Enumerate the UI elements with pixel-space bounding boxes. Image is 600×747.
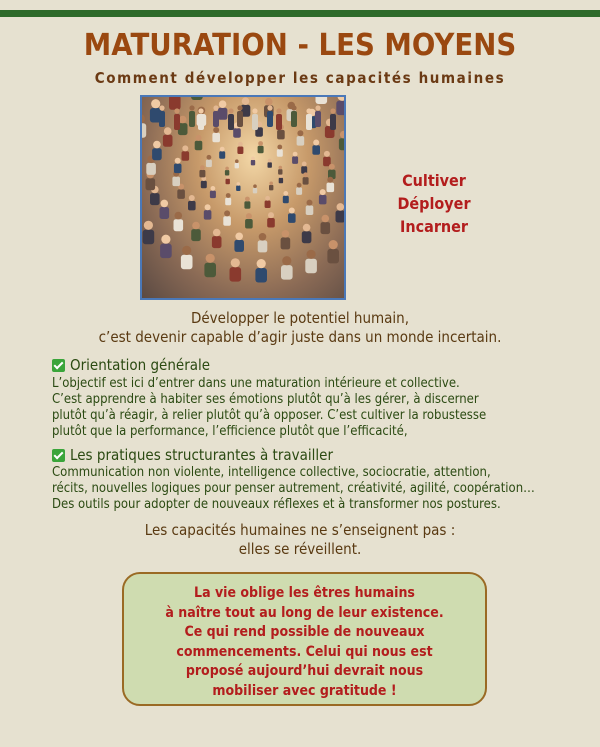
- seated-person: [204, 204, 212, 219]
- section-heading-label: Orientation générale: [70, 356, 211, 374]
- seated-person: [218, 100, 228, 119]
- seated-person: [327, 177, 335, 192]
- seated-person: [206, 155, 212, 167]
- seated-person: [339, 131, 344, 150]
- standing-person: [198, 108, 204, 130]
- seated-person: [234, 233, 244, 252]
- page-subtitle: Comment développer les capacités humaines: [94, 69, 506, 87]
- seated-person: [169, 97, 181, 110]
- keyword-incarner: Incarner: [399, 217, 469, 236]
- seated-person: [323, 151, 331, 166]
- section-line: L’objectif est ici d’entrer dans une maturation intérieure et collective.: [52, 376, 460, 391]
- seated-person: [143, 221, 155, 244]
- seated-person: [244, 197, 250, 209]
- seated-person: [281, 256, 293, 280]
- seated-person: [230, 258, 242, 281]
- seated-person: [328, 164, 336, 179]
- closing-line-1: Les capacités humaines ne s’enseignent pas :: [144, 521, 456, 539]
- seated-person: [312, 140, 320, 155]
- seated-person: [297, 130, 305, 145]
- seated-person: [336, 97, 344, 115]
- seated-person: [278, 166, 282, 175]
- seated-person: [204, 254, 216, 278]
- seated-person: [265, 196, 271, 208]
- quote-line: à naître tout au long de leur existence.: [165, 604, 444, 621]
- check-mark-icon: [52, 359, 65, 372]
- keywords-list: [380, 169, 488, 238]
- seated-person: [296, 183, 302, 195]
- standing-person: [306, 108, 312, 130]
- standing-person: [213, 105, 219, 127]
- section-body-pratiques: [52, 465, 592, 513]
- seated-person: [195, 135, 203, 150]
- standing-person: [189, 105, 195, 127]
- section-heading-orientation: [52, 356, 210, 374]
- seated-person: [142, 114, 146, 138]
- section-heading-label: Les pratiques structurantes à travailler: [70, 446, 334, 464]
- standing-person: [174, 108, 180, 130]
- seated-person: [303, 172, 309, 184]
- seated-person: [283, 191, 289, 203]
- check-mark-icon: [52, 449, 65, 462]
- standing-person: [315, 105, 321, 127]
- seated-person: [258, 233, 268, 252]
- seated-person: [301, 162, 307, 174]
- seated-person: [255, 259, 267, 283]
- seated-person: [236, 182, 240, 191]
- seated-person: [160, 200, 170, 219]
- quote-line: proposé aujourd’hui devrait nous: [185, 663, 424, 679]
- seated-person: [212, 229, 222, 248]
- seated-person: [225, 193, 231, 205]
- seated-person: [219, 147, 225, 159]
- seated-person: [292, 152, 298, 164]
- top-accent-bar: [0, 10, 600, 17]
- seated-person: [277, 145, 283, 157]
- section-body-orientation: [52, 376, 592, 440]
- seated-person: [336, 203, 345, 222]
- seated-person: [201, 176, 207, 188]
- section-line: récits, nouvelles logiques pour penser autrement, créativité, agilité, coopération…: [52, 481, 535, 496]
- quote-line: commencements. Celui qui nous est: [176, 643, 433, 660]
- seated-person: [245, 213, 253, 228]
- seated-person: [225, 167, 229, 176]
- seated-person: [174, 158, 182, 173]
- seated-person: [212, 127, 220, 142]
- seated-person: [191, 222, 201, 241]
- seated-person: [199, 165, 205, 177]
- seated-person: [302, 224, 312, 243]
- section-heading-pratiques: [52, 446, 333, 464]
- keyword-cultiver: Cultiver: [402, 171, 466, 190]
- seated-person: [281, 230, 291, 249]
- section-line: Communication non violente, intelligence collective, sociocratie, attention,: [52, 465, 491, 480]
- tagline-line-1: Développer le potentiel humain,: [190, 309, 410, 327]
- seated-person: [182, 145, 190, 160]
- seated-person: [269, 182, 273, 191]
- seated-person: [268, 159, 272, 168]
- section-line: plutôt que la performance, l’efficience plutôt que l’efficacité,: [52, 424, 408, 439]
- standing-person: [159, 105, 165, 127]
- quote-line: La vie oblige les êtres humains: [194, 585, 415, 601]
- seated-person: [235, 159, 239, 168]
- section-line: plutôt qu’à réagir, à relier plutôt qu’à opposer. C’est cultiver la robustesse: [52, 408, 487, 423]
- seated-person: [253, 184, 257, 193]
- seated-person: [327, 240, 339, 263]
- standing-person: [276, 108, 282, 130]
- seated-person: [163, 127, 173, 146]
- seated-person: [316, 97, 328, 104]
- standing-person: [291, 105, 297, 127]
- seated-person: [188, 195, 196, 210]
- standing-person: [267, 105, 273, 127]
- quote-line: Ce qui rend possible de nouveaux: [184, 624, 425, 640]
- seated-person: [279, 174, 283, 183]
- quote-line: mobiliser avec gratitude !: [212, 682, 397, 699]
- standing-person: [237, 105, 243, 127]
- seated-person: [321, 215, 331, 234]
- seated-person: [306, 200, 314, 215]
- seated-person: [319, 189, 327, 204]
- keyword-deployer: Déployer: [397, 194, 471, 213]
- standing-person: [228, 108, 234, 130]
- quote-box: [122, 572, 487, 706]
- tagline-line-2: c’est devenir capable d’agir juste dans un monde incertain.: [98, 328, 502, 346]
- seated-person: [174, 212, 184, 231]
- seated-person: [288, 208, 296, 223]
- standing-person: [252, 108, 258, 130]
- seated-person: [226, 175, 230, 184]
- closing-line-2: elles se réveillent.: [238, 540, 362, 558]
- seated-person: [152, 141, 162, 160]
- seated-person: [237, 142, 243, 154]
- circle-gathering-photo: [140, 95, 346, 300]
- seated-person: [267, 212, 275, 227]
- seated-person: [305, 250, 317, 274]
- page-title: MATURATION - LES MOYENS: [83, 28, 517, 63]
- seated-person: [160, 235, 172, 259]
- seated-person: [258, 141, 264, 153]
- tagline: [0, 309, 600, 347]
- seated-person: [223, 210, 231, 225]
- section-line: C’est apprendre à habiter ses émotions plutôt qu’à les gérer, à discerner: [52, 392, 479, 407]
- closing-statement: [0, 521, 600, 559]
- seated-person: [181, 246, 193, 269]
- seated-person: [251, 157, 255, 166]
- seated-person: [191, 97, 203, 100]
- section-line: Des outils pour adopter de nouveaux réflexes et à transformer nos postures.: [52, 497, 501, 512]
- standing-person: [330, 108, 336, 130]
- seated-person: [210, 186, 216, 198]
